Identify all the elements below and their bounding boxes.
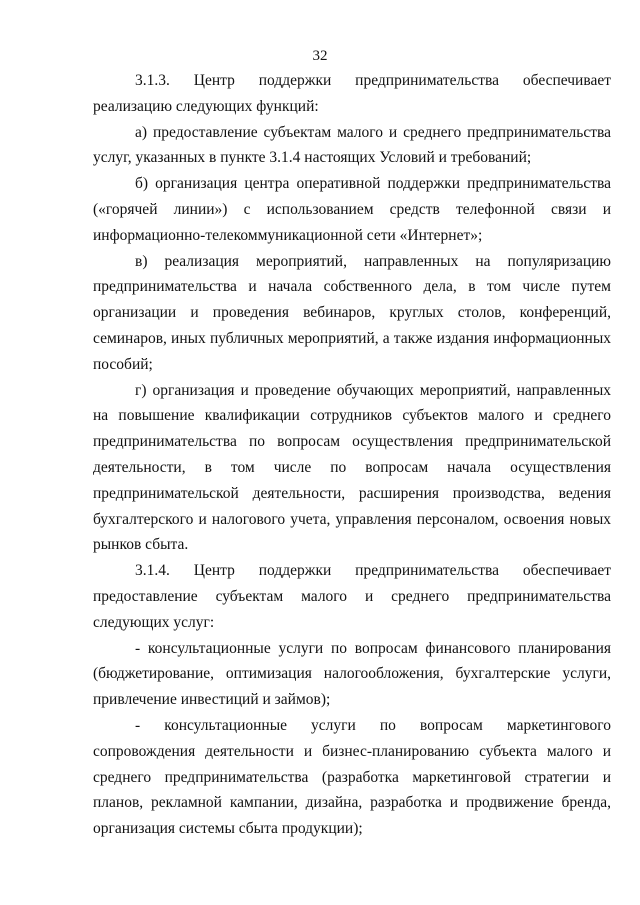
paragraph-3-1-3: 3.1.3. Центр поддержки предпринимательства обеспечивает реализацию следующих функций: [93, 72, 611, 115]
paragraph-3-1-4: 3.1.4. Центр поддержки предпринимательства обеспечивает предоставление субъектам малого и среднего предпринимательства следующих услуг: [93, 562, 611, 631]
paragraph-item-a: а) предоставление субъектам малого и среднего предпринимательства услуг, указанных в пункте 3.1.4 настоящих Условий и требований; [93, 123, 611, 167]
document-body [93, 68, 611, 842]
page-number: 32 [312, 48, 328, 64]
paragraph-item-b: б) организация центра оперативной поддержки предпринимательства («горячей линии») с использованием средств телефонной связи и информационно-телекоммуникационной сети «Интернет»; [93, 175, 611, 244]
paragraph-item-v: в) реализация мероприятий, направленных на популяризацию предпринимательства и начала собственного дела, в том числе путем организации и проведения вебинаров, круглых столов, конференций, семинаров, иных публичных мероприятий, а также издания информационных пособий; [93, 252, 611, 373]
list-item-financial-consulting: - консультационные услуги по вопросам финансового планирования (бюджетирование, оптимизация налогообложения, бухгалтерские услуги, привлечение инвестиций и займов); [93, 639, 611, 709]
list-item-marketing-consulting: - консультационные услуги по вопросам маркетингового сопровождения деятельности и бизнес-планированию субъекта малого и среднего предпринимательства (разработка маркетинговой стратегии и планов, рекламной кампании, дизайна, разработка и продвижение бренда, организация системы сбыта продукции); [93, 716, 611, 838]
paragraph-item-g: г) организация и проведение обучающих мероприятий, направленных на повышение квалификации сотрудников субъектов малого и среднего предпринимательства по вопросам осуществления предпринимательской деятельности, в том числе по вопросам начала осуществления предпринимательской деятельности, расширения производства, ведения бухгалтерского и налогового учета, управления персоналом, освоения новых рынков сбыта. [93, 381, 611, 554]
